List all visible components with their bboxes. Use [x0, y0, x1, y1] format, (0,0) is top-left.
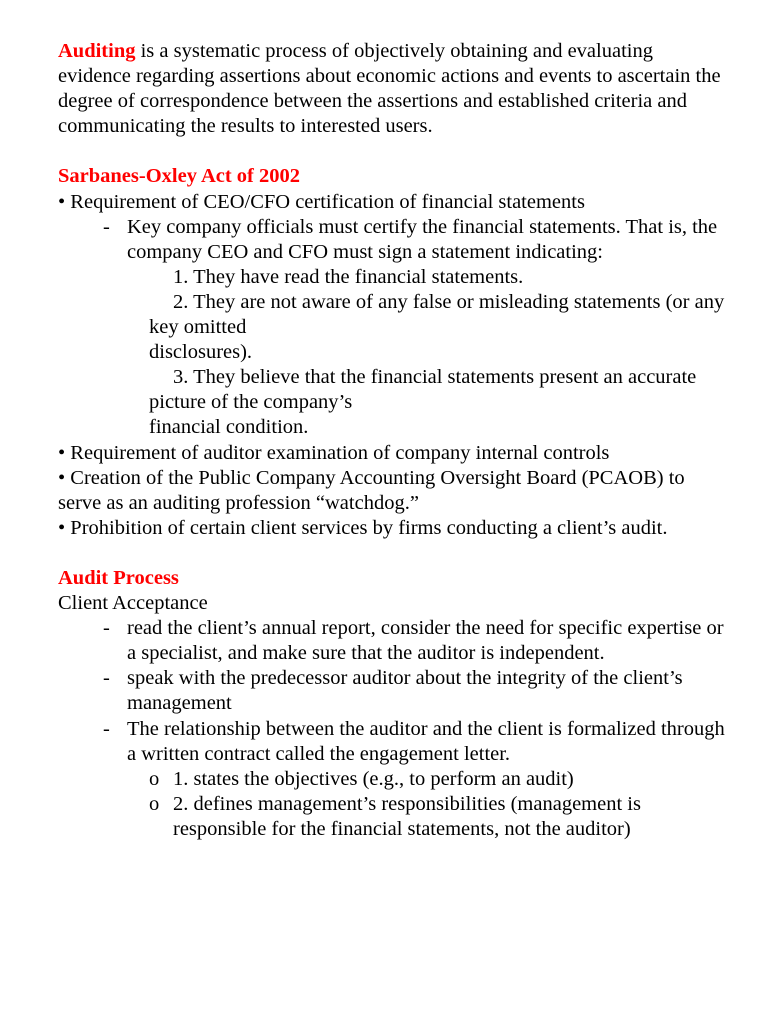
engagement-letter-item-2 [58, 792, 728, 842]
sox-numbered-item-1 [58, 265, 728, 290]
spacer [58, 139, 728, 164]
dash-marker: - [103, 215, 110, 238]
audit-dash-item-3-text: The relationship between the auditor and the client is formalized through a written contract called the engagement letter. [127, 717, 725, 765]
sox-heading: Sarbanes-Oxley Act of 2002 [58, 165, 300, 188]
audit-dash-item-3 [58, 717, 728, 767]
engagement-letter-item-2-text: 2. defines management’s responsibilities (management is responsible for the financial statements, not the auditor) [173, 792, 641, 840]
sox-numbered-item-2-cont: disclosures). [149, 341, 253, 364]
audit-dash-item-2-text: speak with the predecessor auditor about the integrity of the client’s management [127, 667, 683, 715]
engagement-letter-item-1 [58, 767, 728, 792]
audit-dash-item-2 [58, 666, 728, 716]
audit-dash-item-1 [58, 616, 728, 666]
sox-bullet-internal-controls: • Requirement of auditor examination of company internal controls [58, 441, 610, 464]
sox-numbered-item-3-text: 3. They believe that the financial statements present an accurate picture of the company’s [149, 366, 697, 414]
sox-numbered-item-2-text: 2. They are not aware of any false or misleading statements (or any key omitted [149, 290, 725, 339]
sox-dash-text: Key company officials must certify the financial statements. That is, the company CEO and CFO must sign a statement indicating: [127, 215, 718, 263]
sox-numbered-item-3-cont: financial condition. [149, 416, 309, 439]
dash-marker: - [103, 667, 110, 690]
audit-dash-item-1-text: read the client’s annual report, consider the need for specific expertise or a specialist, and make sure that the auditor is independent. [127, 617, 724, 665]
client-acceptance-subheading: Client Acceptance [58, 592, 208, 615]
engagement-letter-item-1-text: 1. states the objectives (e.g., to perform an audit) [173, 767, 574, 790]
auditing-term: Auditing [58, 40, 136, 62]
spacer [58, 541, 728, 566]
circle-bullet-icon: o [149, 792, 160, 815]
sox-numbered-item-2 [58, 290, 728, 365]
circle-bullet-icon: o [149, 767, 160, 790]
sox-bullet-pcaob: • Creation of the Public Company Accounting Oversight Board (PCAOB) to serve as an auditing profession “watchdog.” [58, 466, 685, 514]
sox-bullet-prohibition: • Prohibition of certain client services by firms conducting a client’s audit. [58, 516, 668, 539]
audit-process-heading: Audit Process [58, 566, 179, 589]
dash-marker: - [103, 617, 110, 640]
sox-bullet-ceo-cfo-certification: • Requirement of CEO/CFO certification of financial statements [58, 190, 585, 213]
document-page [58, 39, 728, 842]
sox-numbered-item-3 [58, 365, 728, 440]
auditing-definition [58, 39, 728, 139]
auditing-definition-text: is a systematic process of objectively obtaining and evaluating evidence regarding assertions about economic actions and events to ascertain the degree of correspondence between the assertions and established criteria and communicating the results to interested users. [58, 40, 721, 138]
dash-marker: - [103, 717, 110, 740]
sox-numbered-item-1-text: 1. They have read the financial statements. [173, 265, 524, 288]
sox-dash-item [58, 215, 728, 265]
